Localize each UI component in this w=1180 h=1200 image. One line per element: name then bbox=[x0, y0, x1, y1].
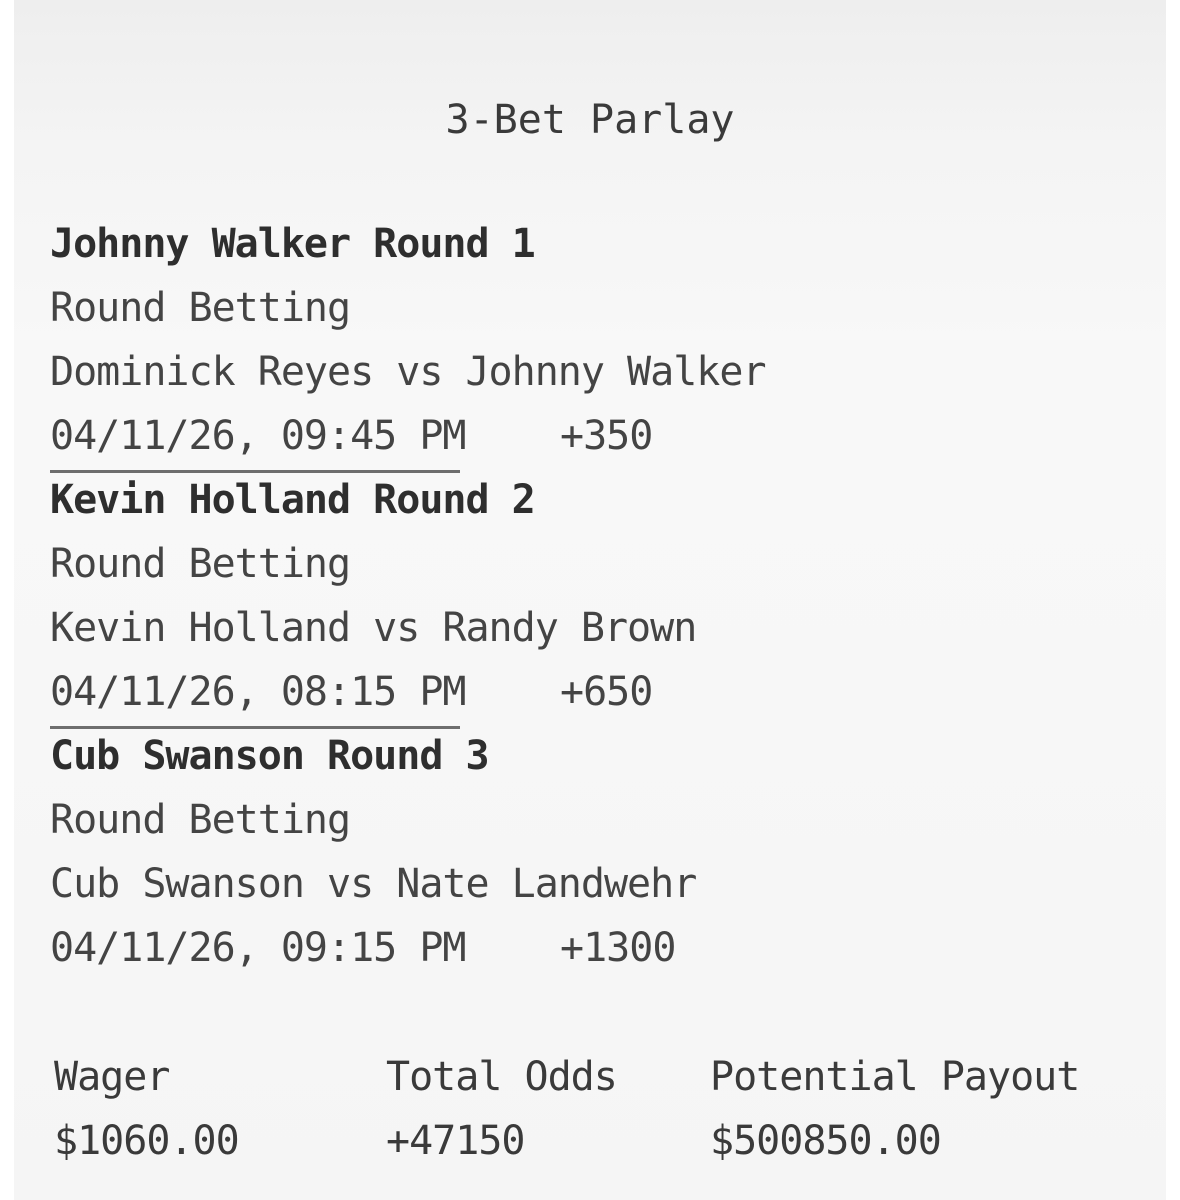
leg-market: Round Betting bbox=[50, 541, 351, 587]
leg-datetime: 04/11/26, 08:15 PM bbox=[50, 669, 466, 715]
leg-odds: +350 bbox=[560, 413, 653, 459]
wager-value: $1060.00 bbox=[54, 1118, 239, 1164]
leg-selection: Johnny Walker Round 1 bbox=[50, 221, 535, 267]
total-odds-label: Total Odds bbox=[386, 1054, 617, 1100]
parlay-leg-3 bbox=[50, 724, 810, 980]
leg-datetime-odds-row bbox=[50, 660, 810, 724]
leg-datetime: 04/11/26, 09:45 PM bbox=[50, 413, 466, 459]
receipt-paper bbox=[14, 0, 1166, 1200]
leg-event: Cub Swanson vs Nate Landwehr bbox=[50, 861, 697, 907]
leg-odds: +650 bbox=[560, 669, 653, 715]
total-odds-value: +47150 bbox=[386, 1118, 525, 1164]
leg-event: Dominick Reyes vs Johnny Walker bbox=[50, 349, 766, 395]
potential-payout-label: Potential Payout bbox=[710, 1054, 1080, 1100]
leg-selection: Kevin Holland Round 2 bbox=[50, 477, 535, 523]
leg-datetime-odds-row bbox=[50, 916, 810, 980]
leg-market: Round Betting bbox=[50, 797, 351, 843]
potential-payout-value: $500850.00 bbox=[710, 1118, 941, 1164]
leg-event: Kevin Holland vs Randy Brown bbox=[50, 605, 697, 651]
leg-datetime-odds-row bbox=[50, 404, 810, 468]
parlay-leg-1 bbox=[50, 212, 810, 473]
leg-datetime: 04/11/26, 09:15 PM bbox=[50, 925, 466, 971]
leg-odds: +1300 bbox=[560, 925, 676, 971]
wager-column bbox=[54, 1045, 239, 1173]
parlay-leg-2 bbox=[50, 468, 810, 729]
leg-selection: Cub Swanson Round 3 bbox=[50, 733, 489, 779]
payout-column bbox=[710, 1045, 1079, 1173]
leg-market: Round Betting bbox=[50, 285, 351, 331]
total-odds-column bbox=[386, 1045, 617, 1173]
ticket-title: 3-Bet Parlay bbox=[445, 97, 735, 143]
wager-label: Wager bbox=[54, 1054, 170, 1100]
